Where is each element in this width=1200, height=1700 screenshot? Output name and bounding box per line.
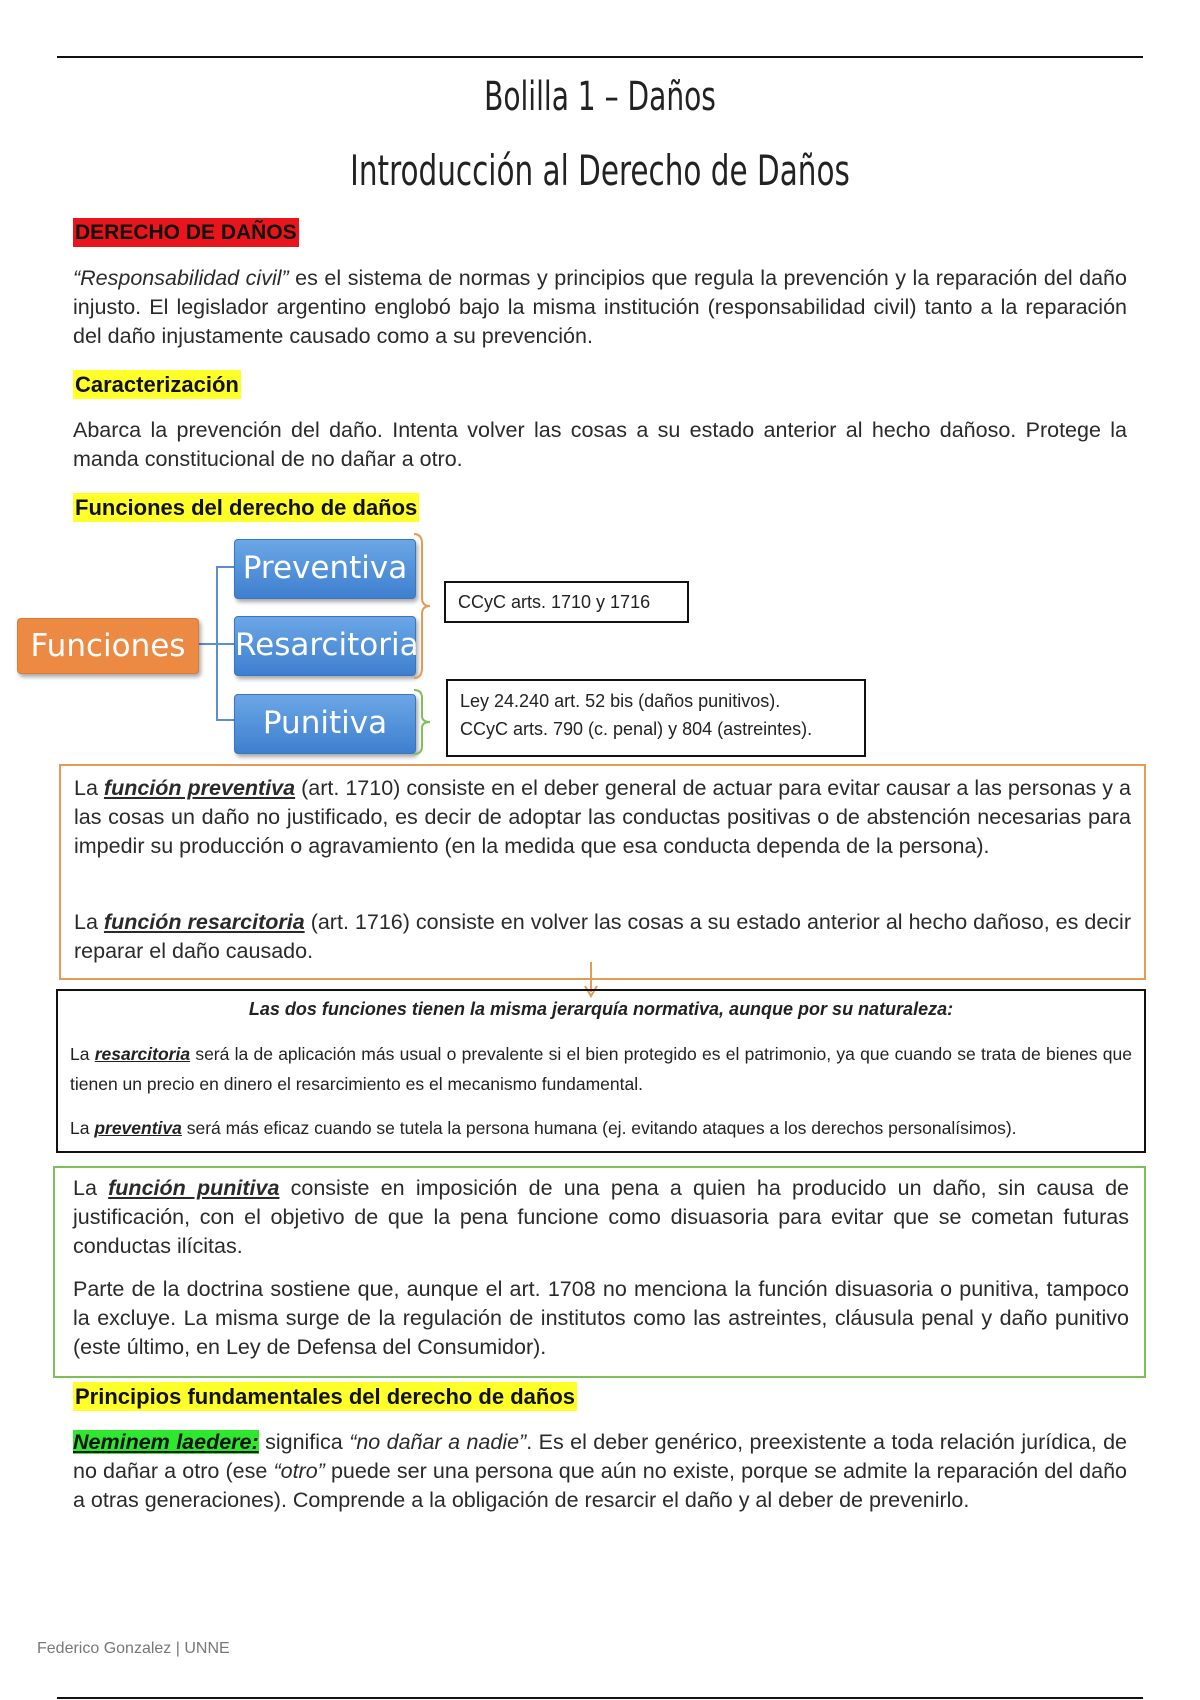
term-responsabilidad: “Responsabilidad civil” <box>73 266 289 290</box>
note-ccyc-1710-1716: CCyC arts. 1710 y 1716 <box>444 581 689 623</box>
paragraph-caracterizacion: Abarca la prevención del daño. Intenta volver las cosas a su estado anterior al hecho dañoso. Protege la manda constitucional de no dañar a otro. <box>73 418 1127 471</box>
box-jerarquia-heading: Las dos funciones tienen la misma jerarquía normativa, aunque por su naturaleza: <box>248 999 954 1019</box>
connector-punitiva <box>216 719 234 721</box>
top-rule <box>57 56 1143 58</box>
paragraph-text: es el sistema de normas y principios que regula la prevención y la reparación del daño injusto. El legislador argentino englobó bajo la misma institución (responsabilidad civil) tanto a la reparación del daño injustamente causado como a su prevención. <box>73 266 1127 348</box>
note-ley-line2: CCyC arts. 790 (c. penal) y 804 (astreintes). <box>460 719 813 739</box>
term-funcion-preventiva: función preventiva <box>103 776 296 800</box>
paragraph-doctrina: Parte de la doctrina sostiene que, aunque el art. 1708 no menciona la función disuasoria o punitiva, tampoco la excluye. La misma surge de la regulación de institutos como las astreintes, cláusula penal y daño punitivo (este último, en Ley de Defensa del Consumidor). <box>73 1277 1129 1359</box>
term-funcion-resarcitoria: función resarcitoria <box>103 910 305 934</box>
text: La <box>74 776 104 800</box>
term-resarcitoria: resarcitoria <box>94 1044 191 1064</box>
term-funcion-punitiva: función punitiva <box>108 1176 280 1200</box>
quote-otro: “otro” <box>273 1459 325 1483</box>
text: significa <box>258 1430 350 1454</box>
page-subtitle: Introducción al Derecho de Daños <box>350 146 850 195</box>
node-resarcitoria: Resarcitoria <box>234 616 416 676</box>
page-title: Bolilla 1 – Daños <box>484 74 716 120</box>
heading-caracterizacion: Caracterización <box>75 372 239 397</box>
text: será más eficaz cuando se tutela la persona humana (ej. evitando ataques a los derechos personalísimos). <box>181 1118 1017 1138</box>
note-ley-24240 <box>446 679 866 757</box>
box-preventiva-resarcitoria <box>59 764 1146 980</box>
paragraph-preventiva <box>74 774 1131 861</box>
heading-funciones: Funciones del derecho de daños <box>75 495 418 520</box>
text: consiste en imposición de una pena a quien ha producido un daño, sin causa de justificación, con el objetivo de que la pena funcione como disuasoria para evitar que se cometan futuras conductas ilícitas. <box>73 1176 1129 1258</box>
text: puede ser una persona que aún no existe, porque se admite la reparación del daño a otras generaciones). Comprende a la obligación de resarcir el daño y al deber de prevenirlo. <box>73 1459 1127 1512</box>
paragraph-resarcitoria <box>74 908 1131 966</box>
connector-preventiva <box>216 566 234 568</box>
connector-root <box>198 643 216 645</box>
note-ley-line1: Ley 24.240 art. 52 bis (daños punitivos). <box>460 691 781 711</box>
box-punitiva <box>53 1166 1146 1378</box>
heading-principios: Principios fundamentales del derecho de daños <box>75 1384 576 1409</box>
footer-author: Federico Gonzalez | UNNE <box>37 1640 230 1657</box>
term-preventiva: preventiva <box>94 1118 182 1138</box>
paragraph-preventiva-eficaz <box>70 1113 1132 1143</box>
text: La <box>70 1044 95 1064</box>
box-jerarquia <box>56 989 1146 1153</box>
bracket-green <box>412 688 434 758</box>
paragraph-punitiva <box>73 1174 1129 1261</box>
text: será la de aplicación más usual o prevalente si el bien protegido es el patrimonio, ya que cuando se trata de bienes que tienen un precio en dinero el resarcimiento es el mecanismo fundamental. <box>70 1044 1132 1094</box>
connector-resarcitoria <box>216 643 234 645</box>
paragraph-resarcitoria-usual <box>70 1039 1132 1099</box>
node-preventiva: Preventiva <box>234 539 416 599</box>
node-punitiva: Punitiva <box>234 694 416 754</box>
quote-no-danar: “no dañar a nadie” <box>349 1430 527 1454</box>
text: La <box>70 1118 95 1138</box>
text: La <box>74 910 104 934</box>
text: (art. 1710) consiste en el deber general de actuar para evitar causar a las personas y a las cosas un daño no justificado, es decir de adoptar las conductas positivas o de abstención necesarias para impedir su producción o agravamiento (en la medida que esa conducta dependa de la persona). <box>74 776 1131 858</box>
node-funciones: Funciones <box>17 618 199 674</box>
heading-derecho-de-danos: DERECHO DE DAÑOS <box>73 218 299 247</box>
text: (art. 1716) consiste en volver las cosas a su estado anterior al hecho dañoso, es decir reparar el daño causado. <box>74 910 1131 963</box>
text: La <box>73 1176 109 1200</box>
term-neminem-laedere: Neminem laedere: <box>73 1430 259 1454</box>
paragraph-neminem <box>73 1428 1127 1515</box>
bracket-orange <box>412 532 434 682</box>
text: . Es el deber genérico, preexistente a toda relación jurídica, de no dañar a otro (ese <box>73 1430 1128 1483</box>
paragraph-responsabilidad <box>73 264 1127 351</box>
bottom-rule <box>57 1697 1143 1699</box>
